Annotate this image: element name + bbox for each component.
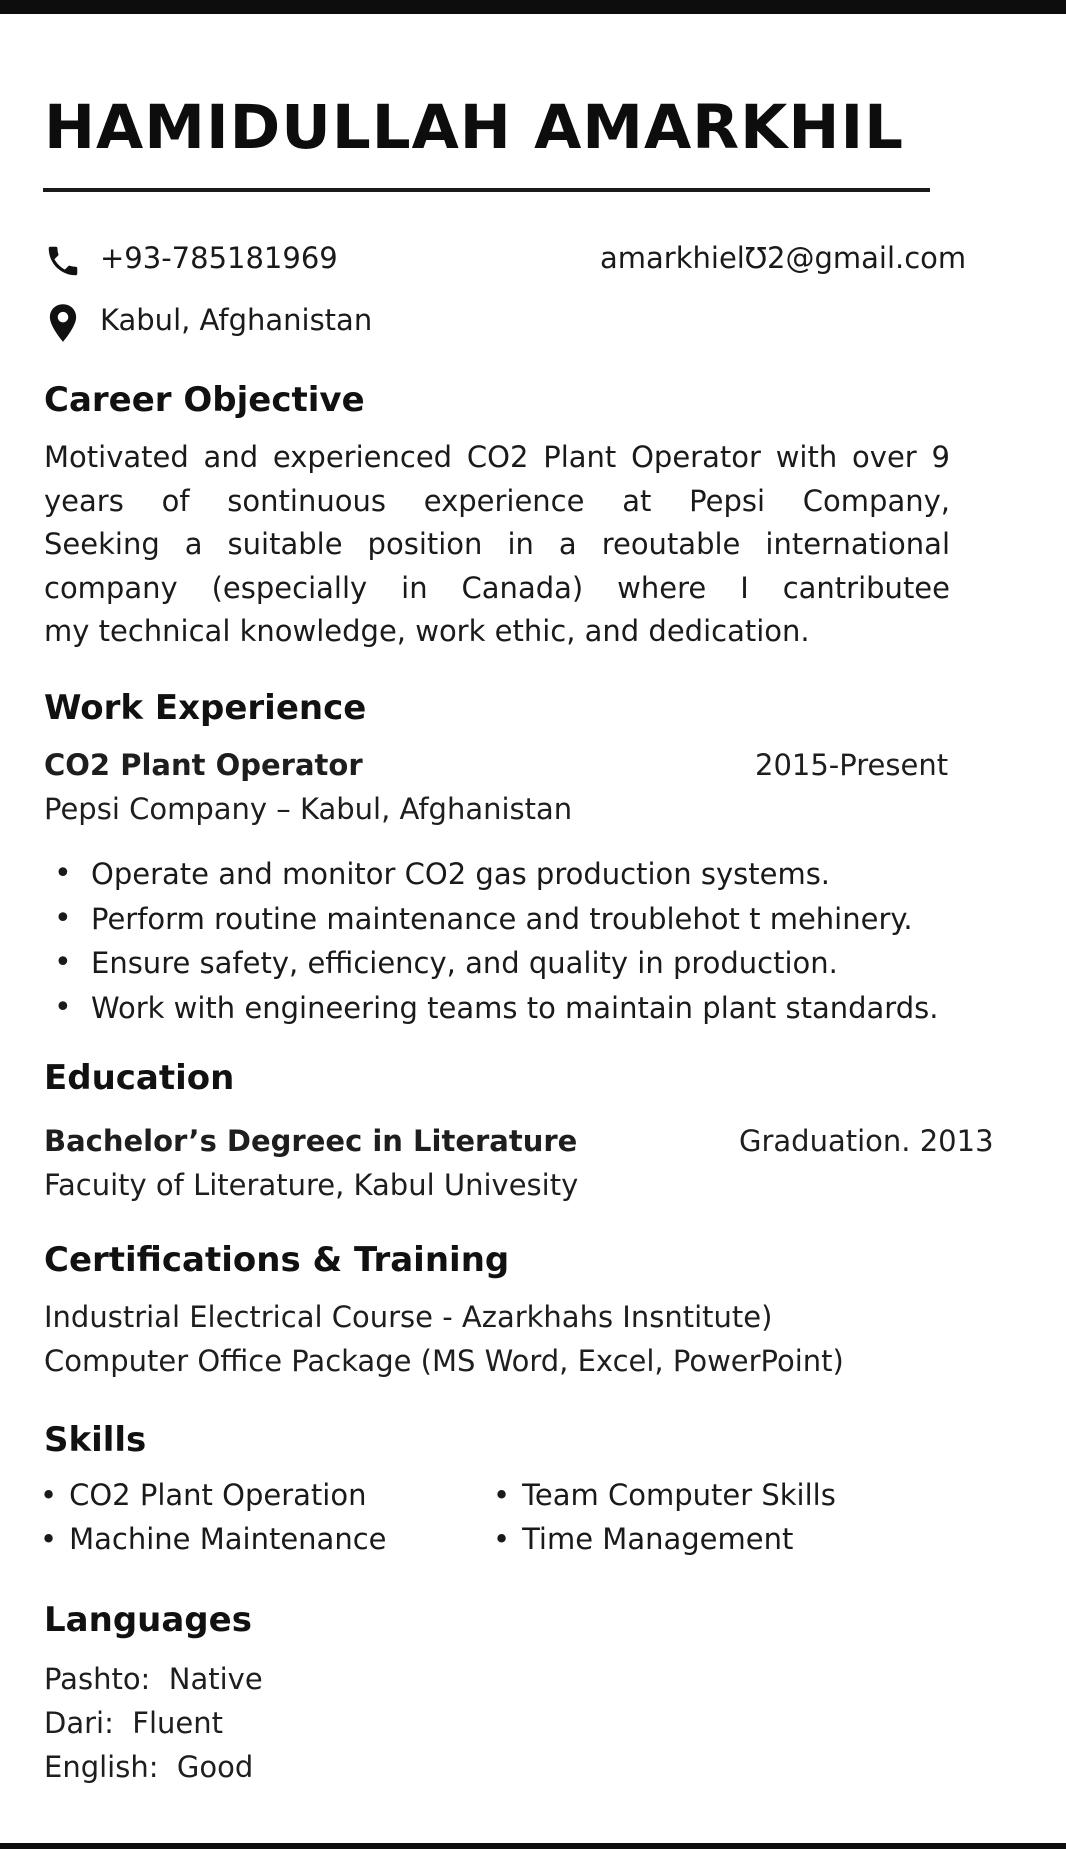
objective-paragraph <box>44 436 950 654</box>
certification-item: Computer Office Package (MS Word, Excel, PowerPoint) <box>44 1344 844 1378</box>
education-heading: Education <box>44 1058 235 1098</box>
language-item: Pashto: Native <box>44 1662 263 1696</box>
objective-heading: Career Objective <box>44 380 365 420</box>
languages-heading: Languages <box>44 1600 252 1640</box>
bottom-border <box>0 1843 1066 1849</box>
language-item: English: Good <box>44 1750 254 1784</box>
certification-item: Industrial Electrical Course - Azarkhahs Insntitute) <box>44 1300 773 1334</box>
list-item: • Work with engineering teams to maintain plant standards. <box>54 986 938 1031</box>
job-period: 2015-Present <box>755 748 949 782</box>
location-pin-icon <box>48 304 78 342</box>
name-underline <box>43 188 930 192</box>
experience-heading: Work Experience <box>44 688 367 728</box>
certifications-heading: Certifications & Training <box>44 1240 510 1280</box>
language-item: Dari: Fluent <box>44 1706 223 1740</box>
skill-item: • Machine Maintenance <box>40 1522 386 1556</box>
objective-line: company (especially in Canada) where I cantributee <box>44 570 950 605</box>
job-company: Pepsi Company – Kabul, Afghanistan <box>44 792 573 826</box>
list-item: • Operate and monitor CO2 gas production systems. <box>54 852 938 897</box>
location: Kabul, Afghanistan <box>100 303 373 337</box>
objective-line: my technical knowledge, work ethic, and dedication. <box>44 614 810 648</box>
list-item: • Perform routine maintenance and troublehot t mehinery. <box>54 897 938 942</box>
phone-icon <box>44 242 82 280</box>
phone-number: +93-785181969 <box>100 241 338 275</box>
skill-item: • Time Management <box>493 1522 793 1556</box>
job-title: CO2 Plant Operator <box>44 748 363 782</box>
objective-line: Motivated and experienced CO2 Plant Operator with over 9 <box>44 440 950 474</box>
top-border <box>0 0 1066 14</box>
graduation-year: Graduation. 2013 <box>739 1124 994 1158</box>
degree: Bachelor’s Degreec in Literature <box>44 1124 578 1158</box>
list-item: • Ensure safety, efficiency, and quality in production. <box>54 941 938 986</box>
objective-line: years of sontinuous experience at Pepsi Company, <box>44 483 950 518</box>
email-address: amarkhielƱ2@gmail.com <box>600 241 967 275</box>
skill-item: • CO2 Plant Operation <box>40 1478 366 1512</box>
objective-line: Seeking a suitable position in a reoutable international <box>44 527 950 561</box>
skill-item: • Team Computer Skills <box>493 1478 836 1512</box>
job-duties-list <box>54 852 938 1030</box>
candidate-name: HAMIDULLAH AMARKHIL <box>44 92 905 163</box>
school: Facuity of Literature, Kabul Univesity <box>44 1168 579 1202</box>
skills-heading: Skills <box>44 1420 147 1460</box>
